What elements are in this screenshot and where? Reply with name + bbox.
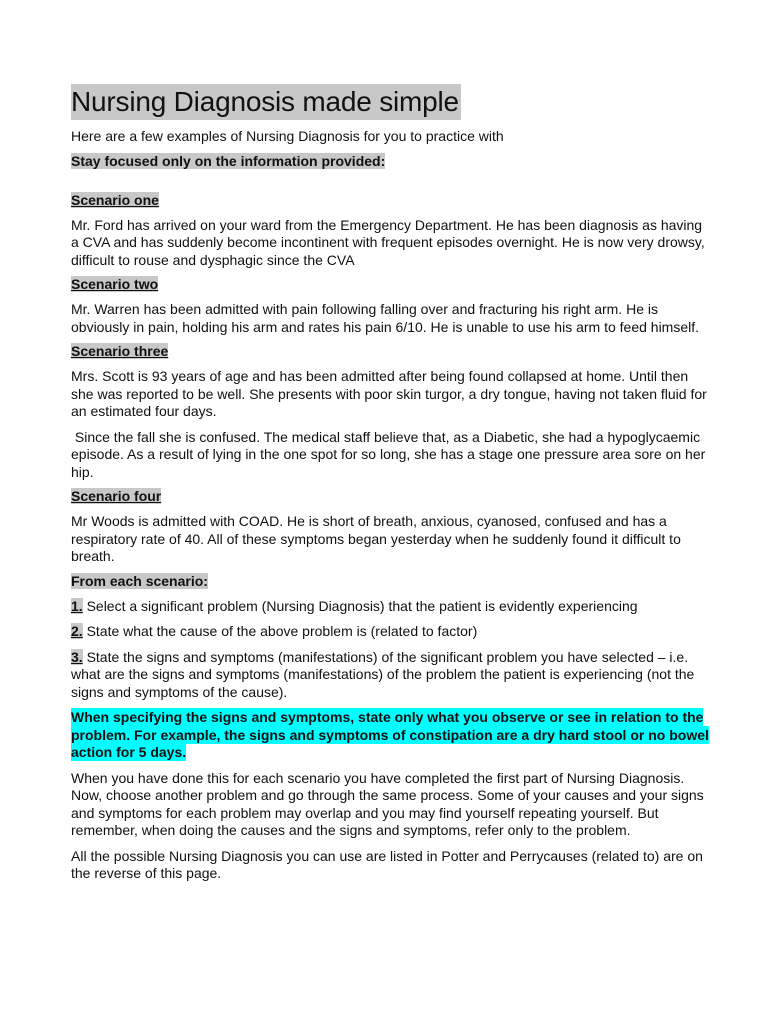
scenario-three-heading (71, 343, 711, 360)
step-3 (71, 649, 711, 702)
closing-paragraph-1: When you have done this for each scenario you have completed the first part of Nursing Diagnosis. Now, choose another problem and go through the same process. Some of your causes and your signs and symptoms for each problem may overlap and you may find yourself repeating yourself. But remember, when doing the causes and the signs and symptoms, refer only to the problem. (71, 769, 704, 838)
scenario-three-heading-text: Scenario three (71, 343, 169, 359)
scenario-two-heading (71, 276, 711, 293)
page-title: Nursing Diagnosis made simple (71, 84, 461, 120)
step-2-text: State what the cause of the above problem is (related to factor) (82, 623, 478, 639)
document-body (71, 84, 711, 883)
scenario-two-heading-text: Scenario two (71, 276, 159, 292)
scenario-one-text: Mr. Ford has arrived on your ward from the Emergency Department. He has been diagnosis as having a CVA and has suddenly become incontinent with frequent episodes overnight. He is now very drowsy, difficult to rouse and dysphagic since the CVA (71, 216, 705, 268)
scenario-four-heading (71, 488, 711, 505)
from-each-heading (71, 573, 711, 590)
step-1 (71, 598, 711, 616)
scenario-four-heading-text: Scenario four (71, 488, 162, 504)
step-2-number: 2. (71, 623, 83, 639)
from-each-heading-text: From each scenario: (71, 572, 208, 589)
step-3-text: State the signs and symptoms (manifestations) of the significant problem you have selected – i.e. what are the signs and symptoms (manifestations) of the problem the patient is experiencing (not the signs and symptoms of the cause). (71, 648, 695, 700)
scenario-one-heading (71, 192, 711, 209)
signs-symptoms-note (71, 709, 711, 762)
scenario-four-text: Mr Woods is admitted with COAD. He is short of breath, anxious, cyanosed, confused and has a respiratory rate of 40. All of these symptoms began yesterday when he suddenly found it difficult to breath. (71, 513, 681, 564)
step-3-number: 3. (71, 648, 83, 665)
step-1-text: Select a significant problem (Nursing Diagnosis) that the patient is evidently experiencing (82, 597, 638, 614)
signs-symptoms-note-text: When specifying the signs and symptoms, state only what you observe or see in relation to the problem. For example, the signs and symptoms of constipation are a dry hard stool or no bowel action for 5 days. (71, 709, 709, 760)
intro-text: Here are a few examples of Nursing Diagnosis for you to practice with (71, 128, 504, 144)
scenario-one-heading-text: Scenario one (71, 191, 159, 208)
step-2 (71, 623, 711, 641)
scenario-two-text: Mr. Warren has been admitted with pain following falling over and fracturing his right arm. He is obviously in pain, holding his arm and rates his pain 6/10. He is unable to use his arm to feed himself. (71, 301, 700, 335)
focus-note-text: Stay focused only on the information provided: (71, 152, 386, 169)
scenario-three-text-2: Since the fall she is confused. The medical staff believe that, as a Diabetic, she had a hypoglycaemic episode. As a result of lying in the one spot for so long, she has a stage one pressure area sore on her hip. (71, 428, 710, 480)
focus-note (71, 153, 711, 170)
scenario-three-text-1: Mrs. Scott is 93 years of age and has been admitted after being found collapsed at home. Until then she was reported to be well. She presents with poor skin turgor, a dry tongue, having not taken fluid for an estimated four days. (71, 368, 707, 419)
step-1-number: 1. (71, 597, 83, 614)
closing-paragraph-2: All the possible Nursing Diagnosis you can use are listed in Potter and Perrycauses (related to) are on the reverse of this page. (71, 847, 703, 881)
